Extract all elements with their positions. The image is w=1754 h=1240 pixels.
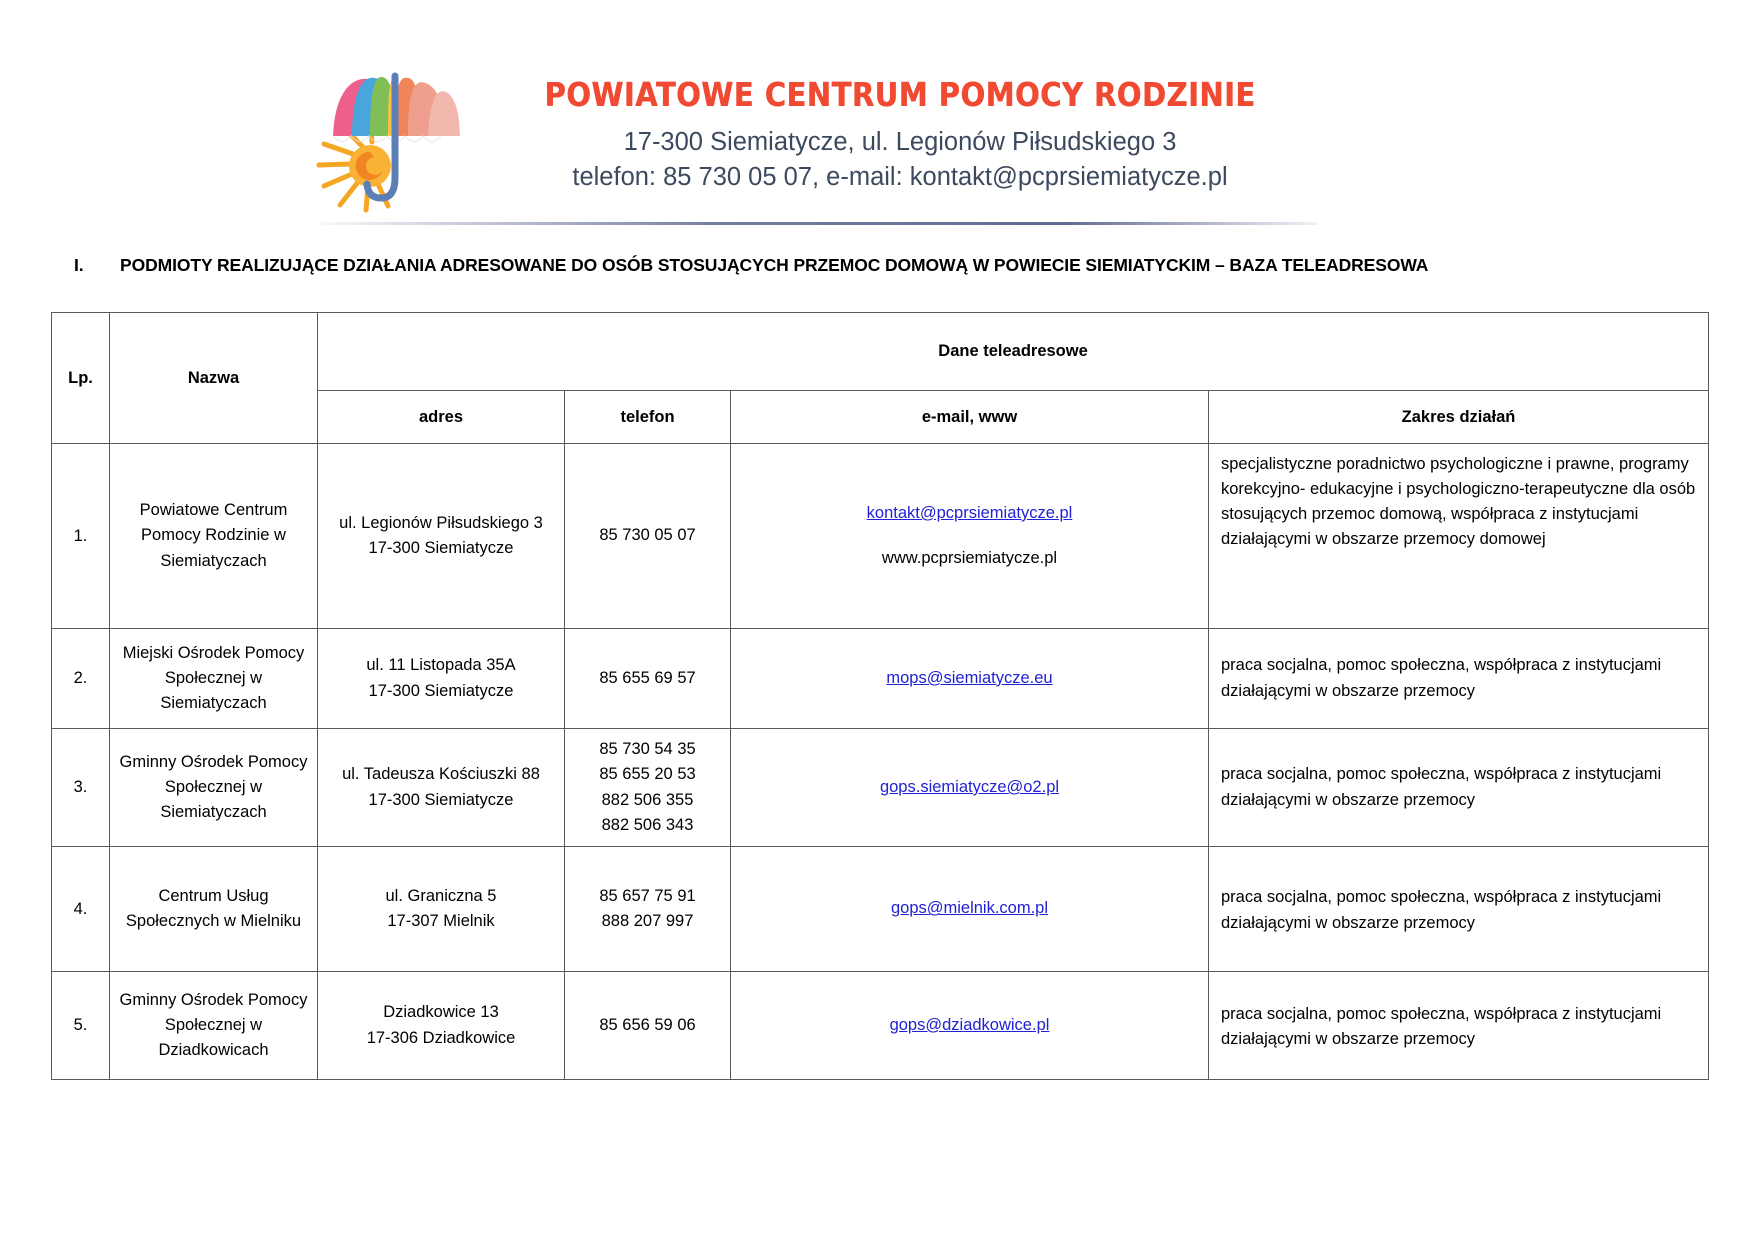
- table-row: [52, 972, 1709, 1080]
- column-header-email-www: e-mail, www: [731, 391, 1209, 444]
- cell-zakres: praca socjalna, pomoc społeczna, współpraca z instytucjami działającymi w obszarze przemocy: [1209, 847, 1709, 972]
- cell-telefon: 85 657 75 91 888 207 997: [565, 847, 731, 972]
- cell-nazwa: Powiatowe Centrum Pomocy Rodzinie w Siemiatyczach: [110, 444, 318, 629]
- email-link[interactable]: gops@mielnik.com.pl: [890, 899, 1049, 918]
- cell-adres: ul. 11 Listopada 35A 17-300 Siemiatycze: [318, 629, 565, 729]
- cell-adres: Dziadkowice 13 17-306 Dziadkowice: [318, 972, 565, 1080]
- table-body: [52, 444, 1709, 1080]
- cell-zakres: specjalistyczne poradnictwo psychologiczne i prawne, programy korekcyjno- edukacyjne i psychologiczno-terapeutyczne dla osób stosujących przemoc domową, współpraca z instytucjami działającymi w obszarze przemocy domowej: [1209, 444, 1709, 629]
- cell-zakres: praca socjalna, pomoc społeczna, współpraca z instytucjami działającymi w obszarze przemocy: [1209, 629, 1709, 729]
- cell-zakres: praca socjalna, pomoc społeczna, współpraca z instytucjami działającymi w obszarze przemocy: [1209, 972, 1709, 1080]
- umbrella-sun-logo: [300, 58, 490, 218]
- cell-telefon: 85 655 69 57: [565, 629, 731, 729]
- cell-email-www: [731, 629, 1209, 729]
- cell-lp: 2.: [52, 629, 110, 729]
- table-row: [52, 444, 1709, 629]
- letterhead: [300, 58, 1310, 233]
- cell-telefon: 85 730 54 35 85 655 20 53 882 506 355 882 506 343: [565, 729, 731, 847]
- cell-email-www: [731, 847, 1209, 972]
- cell-email-www: [731, 729, 1209, 847]
- email-link[interactable]: gops@dziadkowice.pl: [889, 1015, 1050, 1034]
- cell-lp: 3.: [52, 729, 110, 847]
- cell-adres: ul. Tadeusza Kościuszki 88 17-300 Siemiatycze: [318, 729, 565, 847]
- email-link[interactable]: kontakt@pcprsiemiatycze.pl: [866, 503, 1073, 522]
- column-header-telefon: telefon: [565, 391, 731, 444]
- organization-address: 17-300 Siemiatycze, ul. Legionów Piłsudskiego 3: [623, 128, 1177, 156]
- cell-adres: ul. Legionów Piłsudskiego 3 17-300 Siemiatycze: [318, 444, 565, 629]
- cell-adres: ul. Graniczna 5 17-307 Mielnik: [318, 847, 565, 972]
- cell-zakres: praca socjalna, pomoc społeczna, współpraca z instytucjami działającymi w obszarze przemocy: [1209, 729, 1709, 847]
- table-header-row-1: [52, 313, 1709, 391]
- cell-telefon: 85 656 59 06: [565, 972, 731, 1080]
- cell-email-www: [731, 444, 1209, 629]
- email-link[interactable]: mops@siemiatycze.eu: [886, 668, 1053, 687]
- column-header-dane-teleadresowe: Dane teleadresowe: [318, 313, 1709, 391]
- organization-contact: telefon: 85 730 05 07, e-mail: kontakt@pcprsiemiatycze.pl: [572, 163, 1228, 191]
- cell-lp: 4.: [52, 847, 110, 972]
- column-header-zakres: Zakres działań: [1209, 391, 1709, 444]
- email-link[interactable]: gops.siemiatycze@o2.pl: [879, 777, 1060, 796]
- section-title-text: PODMIOTY REALIZUJĄCE DZIAŁANIA ADRESOWANE DO OSÓB STOSUJĄCYCH PRZEMOC DOMOWĄ W POWIECIE SIEMIATYCKIM – BAZA TELEADRESOWA: [120, 255, 1429, 275]
- cell-lp: 5.: [52, 972, 110, 1080]
- cell-nazwa: Miejski Ośrodek Pomocy Społecznej w Siemiatyczach: [110, 629, 318, 729]
- cell-telefon: 85 730 05 07: [565, 444, 731, 629]
- page-title: [74, 255, 1674, 276]
- letterhead-divider: [318, 222, 1318, 225]
- teleadresowa-table: [51, 312, 1709, 1080]
- cell-nazwa: Gminny Ośrodek Pomocy Społecznej w Dziadkowicach: [110, 972, 318, 1080]
- table-row: [52, 629, 1709, 729]
- column-header-lp: Lp.: [52, 313, 110, 444]
- section-number: I.: [74, 255, 84, 275]
- cell-nazwa: Centrum Usług Społecznych w Mielniku: [110, 847, 318, 972]
- website-text: www.pcprsiemiatycze.pl: [881, 549, 1058, 567]
- cell-lp: 1.: [52, 444, 110, 629]
- cell-email-www: [731, 972, 1209, 1080]
- table-row: [52, 847, 1709, 972]
- table-row: [52, 729, 1709, 847]
- column-header-nazwa: Nazwa: [110, 313, 318, 444]
- organization-name: POWIATOWE CENTRUM POMOCY RODZINIE: [544, 76, 1256, 115]
- column-header-adres: adres: [318, 391, 565, 444]
- cell-nazwa: Gminny Ośrodek Pomocy Społecznej w Siemiatyczach: [110, 729, 318, 847]
